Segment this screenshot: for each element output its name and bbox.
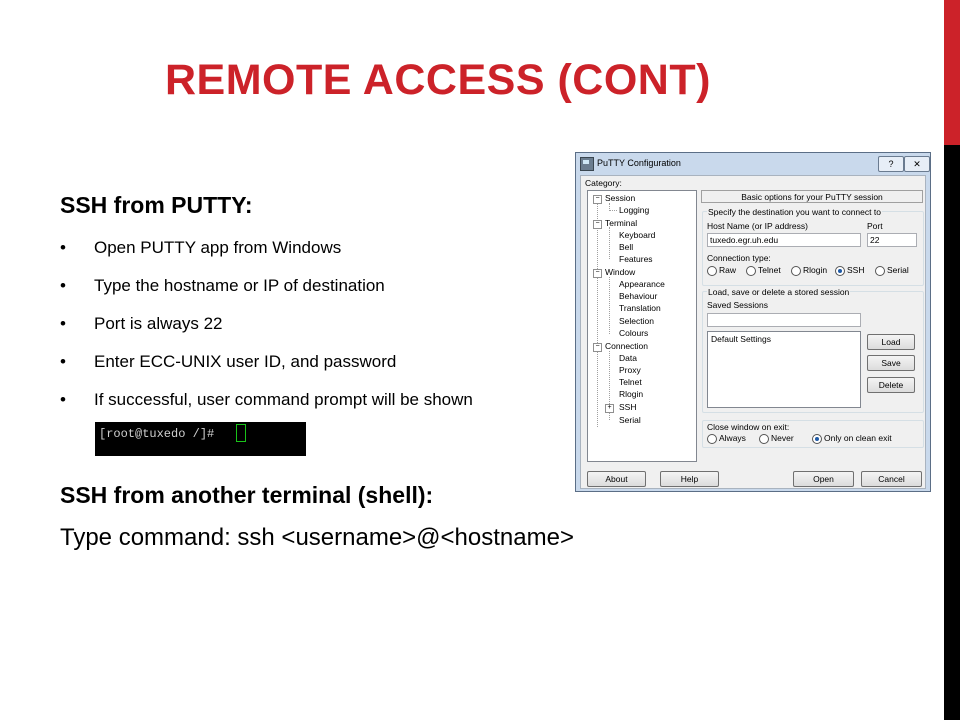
port-label: Port	[867, 221, 883, 231]
tree-item-proxy[interactable]: Proxy	[619, 365, 641, 375]
collapse-terminal-icon[interactable]: −	[593, 220, 602, 229]
close-on-exit-label: Close window on exit:	[707, 422, 790, 432]
about-button[interactable]: About	[587, 471, 646, 487]
tree-item-window[interactable]: Window	[605, 267, 636, 277]
tree-item-terminal[interactable]: Terminal	[605, 218, 638, 228]
saved-sessions-label: Saved Sessions	[707, 300, 768, 310]
saved-sessions-field[interactable]	[707, 313, 861, 327]
terminal-prompt-image	[95, 422, 306, 456]
bullet-item: • Port is always 22	[60, 314, 223, 333]
tree-item-connection[interactable]: Connection	[605, 341, 649, 351]
radio-only-clean-exit-label: Only on clean exit	[824, 433, 892, 443]
tree-connector	[597, 199, 598, 427]
ssh-command-text: Type command: ssh <username>@<hostname>	[60, 524, 574, 551]
tree-connector	[609, 227, 610, 259]
tree-item-features[interactable]: Features	[619, 254, 653, 264]
collapse-connection-icon[interactable]: −	[593, 343, 602, 352]
collapse-window-icon[interactable]: −	[593, 269, 602, 278]
radio-telnet[interactable]	[746, 266, 756, 276]
port-field[interactable]: 22	[867, 233, 917, 247]
bullet-item: • Enter ECC-UNIX user ID, and password	[60, 352, 397, 371]
titlebar-close-button[interactable]: ✕	[904, 156, 930, 172]
radio-serial[interactable]	[875, 266, 885, 276]
collapse-session-icon[interactable]: −	[593, 195, 602, 204]
radio-never[interactable]	[759, 434, 769, 444]
category-tree[interactable]	[587, 190, 697, 462]
tree-item-session[interactable]: Session	[605, 193, 636, 203]
bullet-item: • Type the hostname or IP of destination	[60, 276, 385, 295]
radio-never-label: Never	[771, 433, 794, 443]
putty-app-icon	[580, 157, 594, 171]
radio-raw-label: Raw	[719, 265, 737, 275]
putty-window	[575, 152, 931, 492]
delete-button[interactable]: Delete	[867, 377, 915, 393]
bullet-item: • Open PUTTY app from Windows	[60, 238, 342, 257]
putty-heading: SSH from PUTTY:	[60, 192, 253, 218]
radio-ssh[interactable]	[835, 266, 845, 276]
radio-always-label: Always	[719, 433, 746, 443]
tree-item-rlogin[interactable]: Rlogin	[619, 389, 644, 399]
slide-title: REMOTE ACCESS (CONT)	[165, 56, 711, 104]
radio-rlogin[interactable]	[791, 266, 801, 276]
session-banner: Basic options for your PuTTY session	[701, 190, 923, 203]
category-label: Category:	[585, 178, 622, 188]
terminal-heading: SSH from another terminal (shell):	[60, 482, 434, 508]
tree-item-keyboard[interactable]: Keyboard	[619, 230, 656, 240]
tree-item-selection[interactable]: Selection	[619, 316, 654, 326]
titlebar-help-button[interactable]: ?	[878, 156, 904, 172]
help-button[interactable]: Help	[660, 471, 719, 487]
tree-item-behaviour[interactable]: Behaviour	[619, 291, 658, 301]
save-button[interactable]: Save	[867, 355, 915, 371]
tree-connector	[610, 210, 617, 211]
sessions-group	[702, 287, 924, 413]
destination-group	[702, 207, 924, 286]
tree-item-translation[interactable]: Translation	[619, 303, 661, 313]
putty-steps-list	[60, 236, 473, 426]
window-client-area	[580, 175, 926, 489]
tree-item-bell[interactable]: Bell	[619, 242, 634, 252]
bullet-item: • If successful, user command prompt will be shown	[60, 390, 473, 409]
radio-ssh-label: SSH	[847, 265, 865, 275]
tree-item-logging[interactable]: Logging	[619, 205, 650, 215]
tree-item-telnet[interactable]: Telnet	[619, 377, 642, 387]
tree-item-ssh[interactable]: SSH	[619, 402, 637, 412]
sessions-group-label: Load, save or delete a stored session	[708, 287, 850, 297]
radio-serial-label: Serial	[887, 265, 909, 275]
sessions-list[interactable]	[707, 331, 861, 408]
tree-item-data[interactable]: Data	[619, 353, 637, 363]
terminal-cursor	[236, 424, 246, 442]
radio-always[interactable]	[707, 434, 717, 444]
host-name-field[interactable]: tuxedo.egr.uh.edu	[707, 233, 861, 247]
tree-connector	[609, 277, 610, 334]
open-button[interactable]: Open	[793, 471, 854, 487]
window-title: PuTTY Configuration	[597, 158, 681, 168]
connection-type-label: Connection type:	[707, 253, 771, 263]
load-button[interactable]: Load	[867, 334, 915, 350]
radio-telnet-label: Telnet	[758, 265, 781, 275]
window-titlebar[interactable]	[576, 153, 930, 175]
tree-item-serial[interactable]: Serial	[619, 415, 641, 425]
tree-item-colours[interactable]: Colours	[619, 328, 649, 338]
tree-item-appearance[interactable]: Appearance	[619, 279, 665, 289]
close-on-exit-group	[702, 420, 924, 448]
prompt-text: [root@tuxedo /]#	[99, 427, 215, 441]
cancel-button[interactable]: Cancel	[861, 471, 922, 487]
right-edge-accent	[944, 0, 960, 145]
radio-rlogin-label: Rlogin	[803, 265, 828, 275]
destination-group-label: Specify the destination you want to connect to	[708, 207, 881, 217]
list-item[interactable]: Default Settings	[711, 334, 772, 344]
radio-raw[interactable]	[707, 266, 717, 276]
expand-ssh-icon[interactable]: +	[605, 404, 614, 413]
radio-only-clean-exit[interactable]	[812, 434, 822, 444]
host-label: Host Name (or IP address)	[707, 221, 808, 231]
